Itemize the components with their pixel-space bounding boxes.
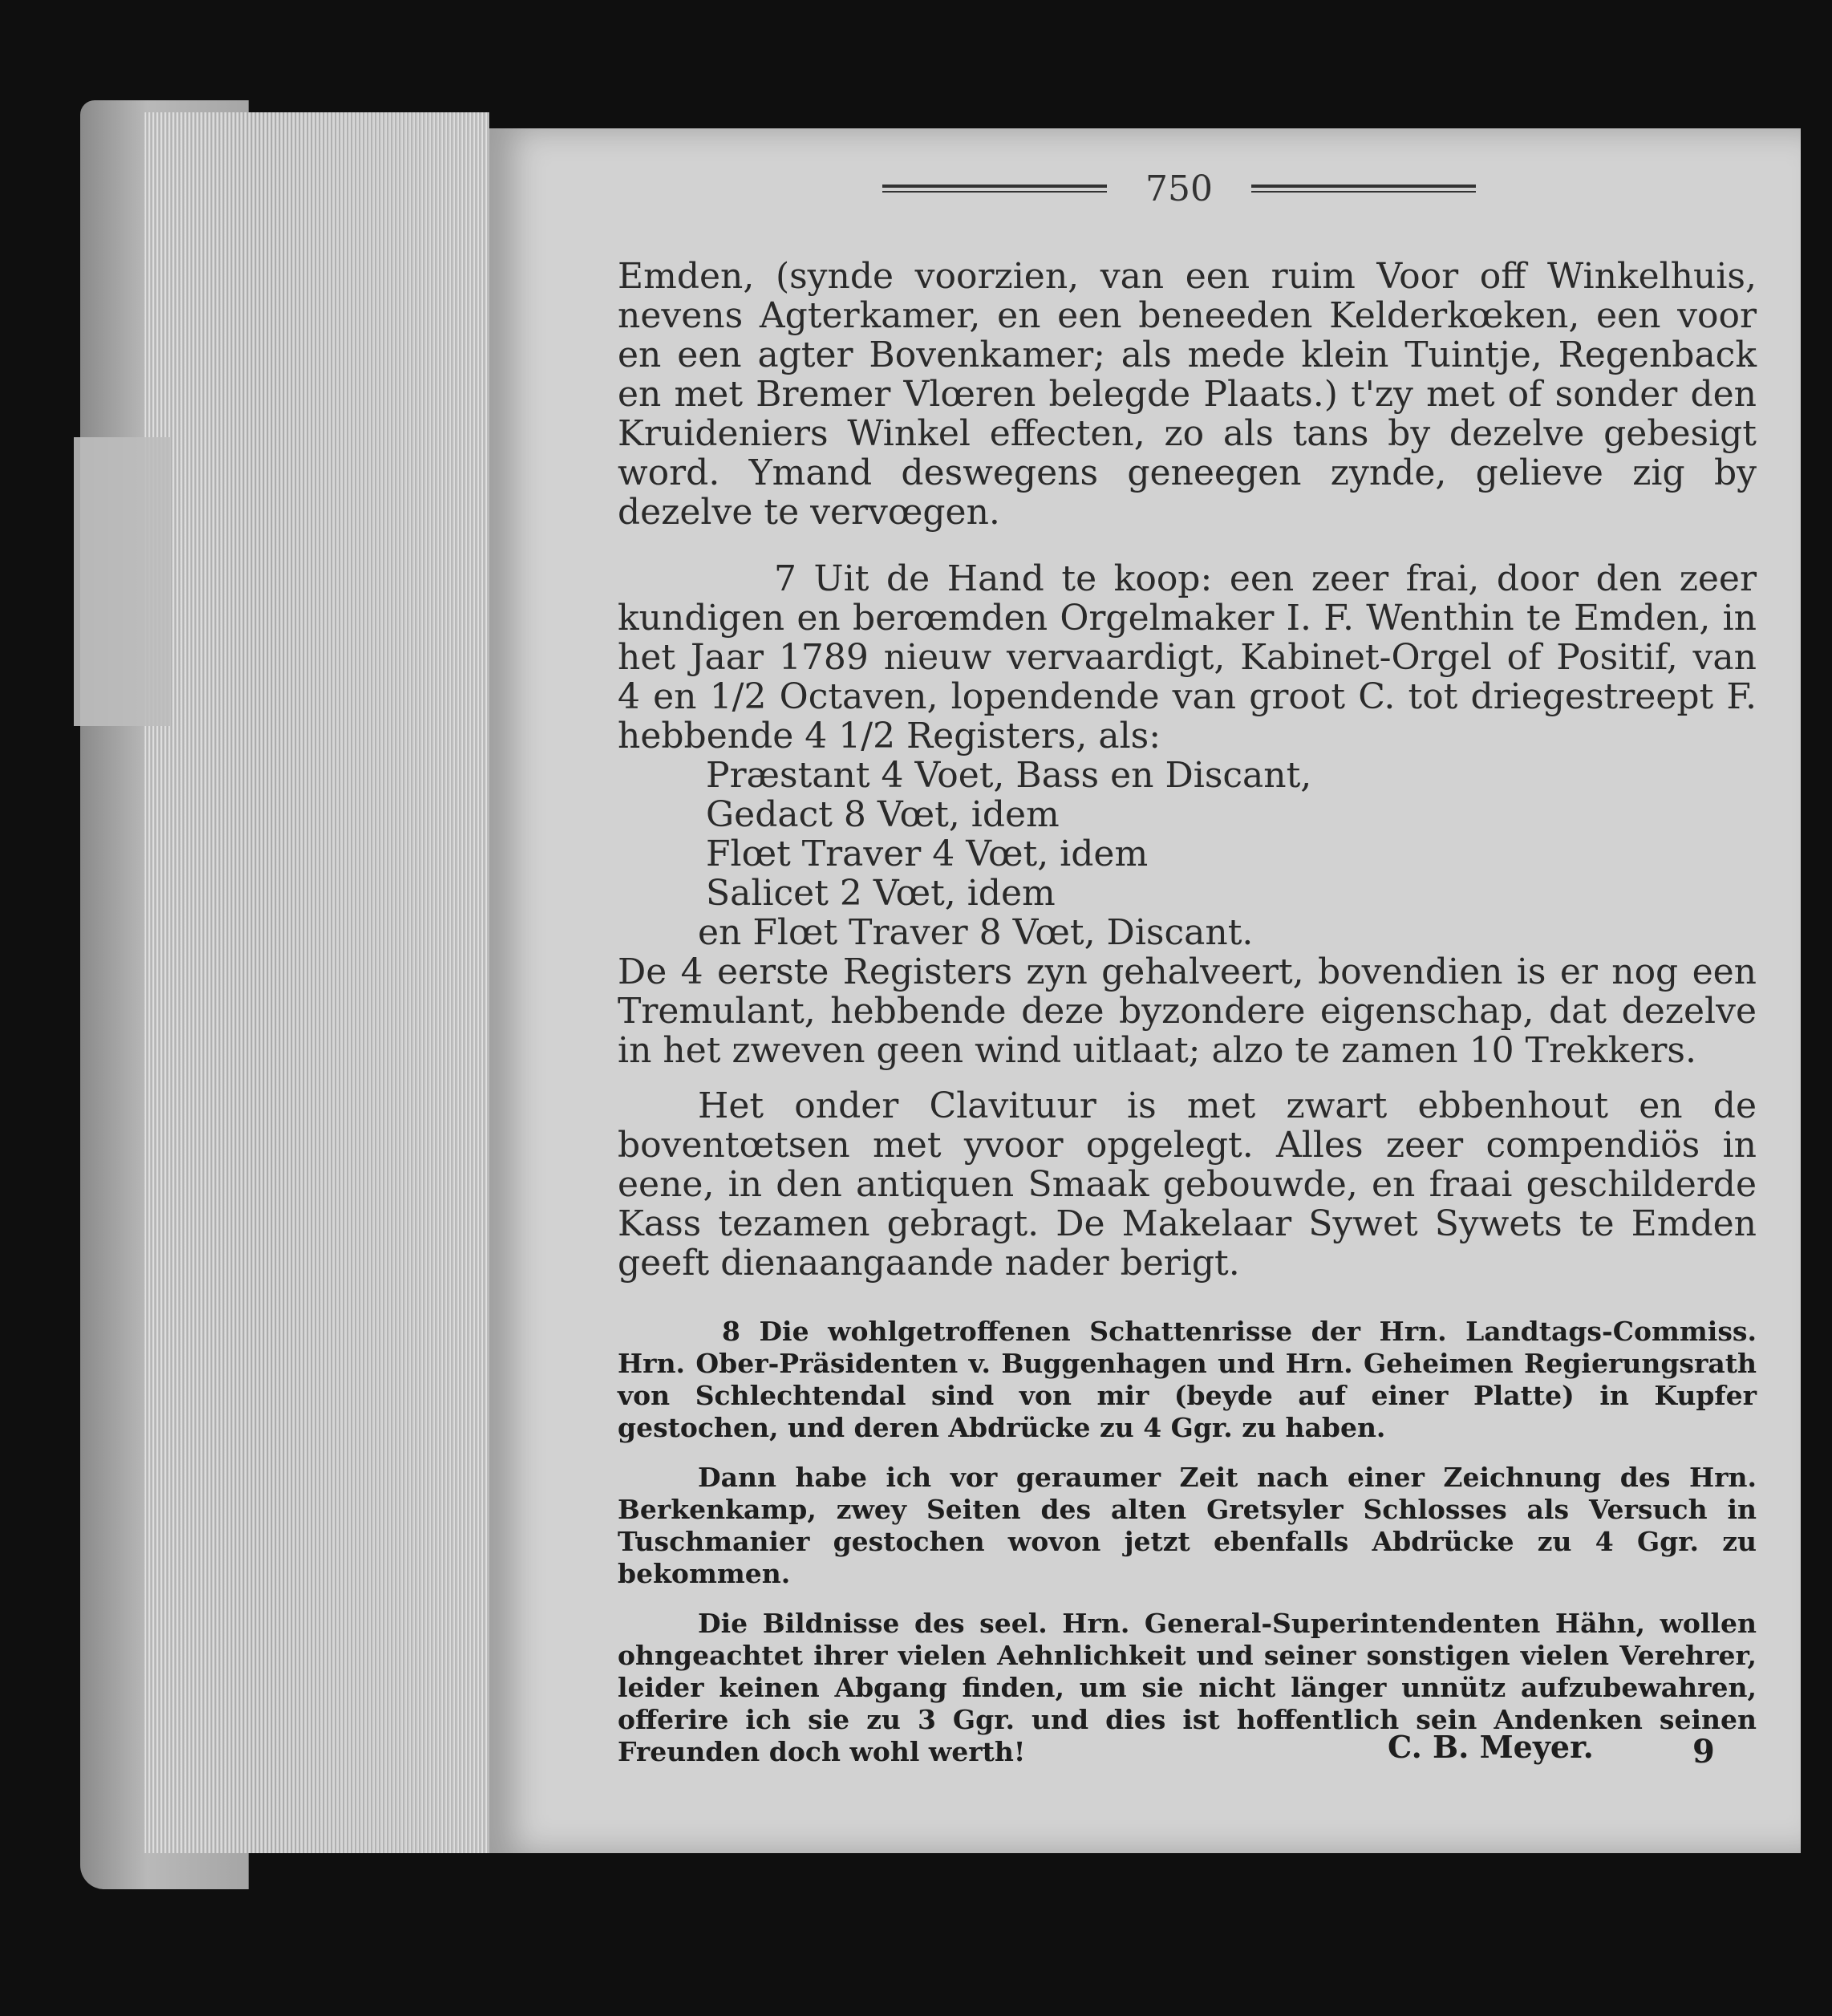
register-item: Salicet 2 Vœt, idem [706,873,1056,914]
german-paragraph: Die Bildnisse des seel. Hrn. General-Superintendenten Hähn, wollen ohngeachtet ihrer vielen Aehnlichkeit und seiner sonstigen vielen Verehrer, leider keinen Abgang finden, um sie nicht länger unnütz aufzubewahren, offerire ich sie zu 3 Ggr. und dies ist hoffentlich sein Andenken seinen Freunden doch wohl werth! [618,1608,1757,1767]
register-item: Gedact 8 Vœt, idem [706,794,1060,835]
page-edges [144,112,489,1853]
page-header [882,168,1476,209]
register-item: Præstant 4 Voet, Bass en Discant, [706,755,1312,796]
german-paragraph: 8 Die wohlgetroffenen Schattenrisse der Hrn. Landtags-Commiss. Hrn. Ober-Präsidenten v. Buggenhagen und Hrn. Geheimen Regierungsrath von Schlechtendal sind von mir (beyde auf einer Platte) in Kupfer gestochen, und deren Abdrücke zu 4 Ggr. zu haben. [618,1316,1757,1443]
paragraph-organ-sale: 7 Uit de Hand te koop: een zeer frai, door den zeer kundigen en berœmden Orgelmaker I. F. Wenthin te Emden, in het Jaar 1789 nieuw vervaardigt, Kabinet-Orgel of Positif, van 4 en 1/2 Octaven, lopendende van groot C. tot driegestreept F. hebbende 4 1/2 Registers, als: [618,558,1757,757]
catchword: 9 [1692,1733,1715,1771]
spine-label [74,437,170,726]
page-number: 750 [1145,168,1213,209]
paragraph-registers-note: De 4 eerste Registers zyn gehalveert, bovendien is er nog een Tremulant, hebbende deze byzondere eigenschap, dat dezelve in het zweven geen wind uitlaat; alzo te zamen 10 Trekkers. [618,951,1757,1071]
german-paragraph: Dann habe ich vor geraumer Zeit nach einer Zeichnung des Hrn. Berkenkamp, zwey Seiten des alten Gretsyler Schlosses als Versuch in Tuschmanier gestochen wovon jetzt ebenfalls Abdrücke zu 4 Ggr. zu bekommen. [618,1462,1757,1589]
header-rule-left [882,185,1107,193]
german-text [618,1316,1757,1786]
dutch-text [618,257,1757,1283]
header-rule-right [1251,185,1476,193]
register-item: Flœt Traver 4 Vœt, idem [706,834,1149,874]
paragraph-emden: Emden, (synde voorzien, van een ruim Voor off Winkelhuis, nevens Agterkamer, en een beneeden Kelderkœken, een voor en een agter Bovenkamer; als mede klein Tuintje, Regenback en met Bremer Vlœren belegde Plaats.) t'zy met of sonder den Kruideniers Winkel effecten, zo als tans by dezelve gebesigt word. Ymand deswegens geneegen zynde, gelieve zig by dezelve te vervœgen. [618,256,1757,533]
register-item: en Flœt Traver 8 Vœt, Discant. [698,912,1254,953]
paragraph-clavier: Het onder Clavituur is met zwart ebbenhout en de boventœtsen met yvoor opgelegt. Alles zeer compendiös in eene, in den antiquen Smaak gebouwde, en fraai geschilderde Kass tezamen gebragt. De Makelaar Sywet Sywets te Emden geeft dienaangaande nader berigt. [618,1085,1757,1284]
signature: C. B. Meyer. [1388,1729,1594,1765]
